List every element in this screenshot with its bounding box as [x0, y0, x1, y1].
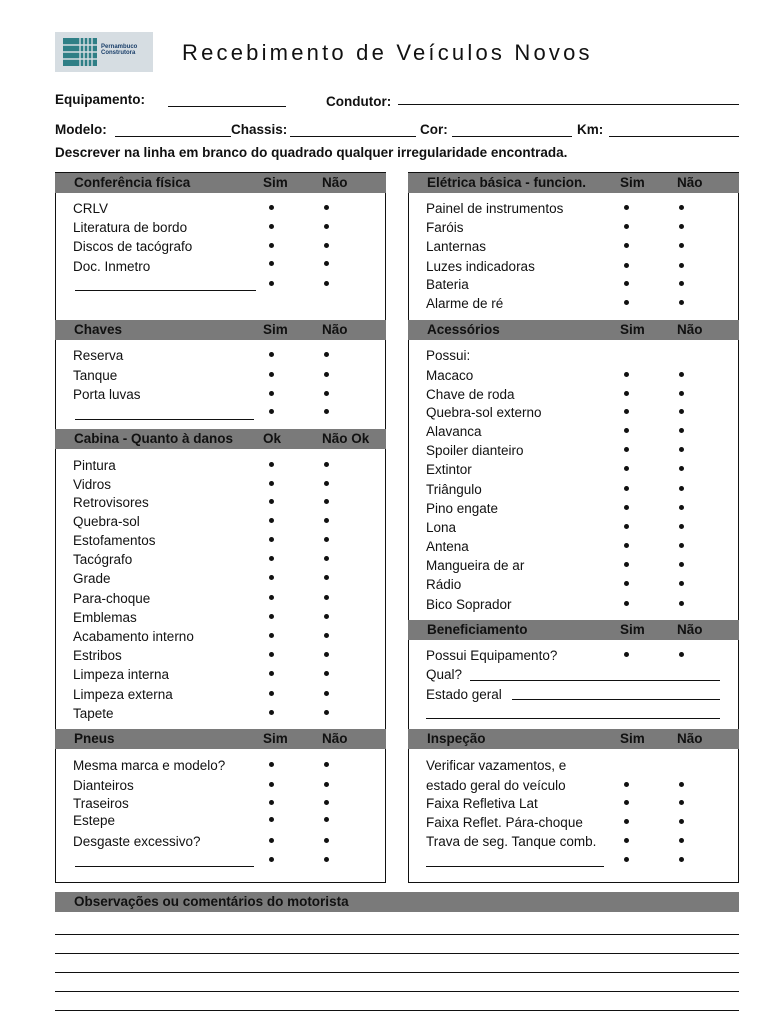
modelo-field[interactable]: [115, 136, 231, 137]
column-header-yes: Sim: [620, 322, 645, 337]
column-header-no: Não: [322, 175, 348, 190]
check-no-bullet[interactable]: [679, 543, 684, 548]
check-no-bullet[interactable]: [324, 800, 329, 805]
check-yes-bullet[interactable]: [269, 671, 274, 676]
checklist-item-label: Antena: [426, 539, 469, 554]
observation-line[interactable]: [55, 991, 739, 992]
checklist-item-label: estado geral do veículo: [426, 778, 566, 793]
section-title: Beneficiamento: [427, 622, 528, 637]
condutor-label: Condutor:: [326, 94, 392, 109]
checklist-item-label: Tanque: [73, 368, 118, 383]
check-no-bullet[interactable]: [324, 372, 329, 377]
check-no-bullet[interactable]: [679, 581, 684, 586]
check-no-bullet[interactable]: [679, 224, 684, 229]
check-yes-bullet[interactable]: [269, 710, 274, 715]
check-yes-bullet[interactable]: [624, 782, 629, 787]
column-header-no: Não: [677, 622, 703, 637]
section-title: Inspeção: [427, 731, 486, 746]
checklist-item-label: Bico Soprador: [426, 597, 512, 612]
check-yes-bullet[interactable]: [624, 428, 629, 433]
check-yes-bullet[interactable]: [624, 857, 629, 862]
checklist-item-label: Limpeza externa: [73, 687, 173, 702]
fill-in-line[interactable]: [426, 718, 720, 719]
checklist-item-label: Porta luvas: [73, 387, 141, 402]
check-no-bullet[interactable]: [324, 499, 329, 504]
checklist-item-label: Luzes indicadoras: [426, 259, 535, 274]
column-header-no: Não: [677, 731, 703, 746]
observation-line[interactable]: [55, 1010, 739, 1011]
check-no-bullet[interactable]: [679, 281, 684, 286]
check-yes-bullet[interactable]: [269, 691, 274, 696]
section-header: [408, 173, 739, 193]
check-no-bullet[interactable]: [679, 857, 684, 862]
cor-field[interactable]: [452, 136, 572, 137]
check-no-bullet[interactable]: [324, 817, 329, 822]
check-no-bullet[interactable]: [679, 466, 684, 471]
check-no-bullet[interactable]: [324, 518, 329, 523]
check-yes-bullet[interactable]: [624, 819, 629, 824]
check-yes-bullet[interactable]: [624, 562, 629, 567]
checklist-item-label: Possui Equipamento?: [426, 648, 558, 663]
check-no-bullet[interactable]: [324, 710, 329, 715]
checklist-item-label: Qual?: [426, 667, 463, 682]
checklist-item-label: Bateria: [426, 277, 469, 292]
check-no-bullet[interactable]: [324, 481, 329, 486]
check-yes-bullet[interactable]: [269, 537, 274, 542]
check-yes-bullet[interactable]: [624, 524, 629, 529]
checklist-item-label: Grade: [73, 571, 111, 586]
checklist-item-label: Emblemas: [73, 610, 137, 625]
checklist-item-label: Retrovisores: [73, 495, 149, 510]
section-title: Chaves: [74, 322, 123, 337]
checklist-item-label: Para-choque: [73, 591, 151, 606]
observation-line[interactable]: [55, 953, 739, 954]
column-header-no: Não: [677, 175, 703, 190]
checklist-item-label: Alavanca: [426, 424, 482, 439]
irregularity-blank-line[interactable]: [426, 866, 604, 867]
check-no-bullet[interactable]: [324, 633, 329, 638]
column-header-no: Não Ok: [322, 431, 370, 446]
logo-line-2: Construtora: [101, 50, 136, 56]
section-title: Cabina - Quanto à danos: [74, 431, 234, 446]
checklist-item-label: Extintor: [426, 462, 472, 477]
km-label: Km:: [577, 122, 604, 137]
checklist-item-label: Estado geral: [426, 687, 502, 702]
column-header-yes: Sim: [263, 175, 288, 190]
checklist-item-label: Lona: [426, 520, 457, 535]
check-no-bullet[interactable]: [324, 671, 329, 676]
checklist-item-label: Rádio: [426, 577, 462, 592]
check-no-bullet[interactable]: [679, 409, 684, 414]
checklist-item-label: Painel de instrumentos: [426, 201, 564, 216]
check-yes-bullet[interactable]: [269, 817, 274, 822]
column-header-yes: Sim: [620, 622, 645, 637]
check-no-bullet[interactable]: [324, 352, 329, 357]
checklist-item-label: Acabamento interno: [73, 629, 194, 644]
check-yes-bullet[interactable]: [269, 205, 274, 210]
page-title: Recebimento de Veículos Novos: [182, 40, 593, 65]
check-no-bullet[interactable]: [679, 782, 684, 787]
check-no-bullet[interactable]: [324, 281, 329, 286]
check-yes-bullet[interactable]: [624, 263, 629, 268]
cor-label: Cor:: [420, 122, 448, 137]
check-no-bullet[interactable]: [324, 556, 329, 561]
section-header: [55, 429, 386, 449]
check-yes-bullet[interactable]: [624, 224, 629, 229]
check-yes-bullet[interactable]: [624, 281, 629, 286]
equipamento-field[interactable]: [168, 106, 286, 107]
checklist-item-label: Faixa Refletiva Lat: [426, 796, 538, 811]
check-yes-bullet[interactable]: [624, 800, 629, 805]
equipamento-label: Equipamento:: [55, 92, 145, 107]
check-yes-bullet[interactable]: [269, 391, 274, 396]
km-field[interactable]: [609, 136, 739, 137]
check-no-bullet[interactable]: [324, 614, 329, 619]
check-no-bullet[interactable]: [324, 409, 329, 414]
checklist-item-label: Trava de seg. Tanque comb.: [426, 834, 597, 849]
checklist-item-label: Verificar vazamentos, e: [426, 758, 567, 773]
checklist-item-label: Triângulo: [426, 482, 482, 497]
check-no-bullet[interactable]: [679, 391, 684, 396]
check-yes-bullet[interactable]: [624, 652, 629, 657]
checklist-item-label: Vidros: [73, 477, 112, 492]
check-yes-bullet[interactable]: [269, 261, 274, 266]
checklist-item-label: Tacógrafo: [73, 552, 133, 567]
check-yes-bullet[interactable]: [624, 447, 629, 452]
check-no-bullet[interactable]: [324, 691, 329, 696]
check-no-bullet[interactable]: [679, 800, 684, 805]
modelo-label: Modelo:: [55, 122, 107, 137]
column-header-yes: Sim: [263, 322, 288, 337]
check-no-bullet[interactable]: [679, 372, 684, 377]
checklist-item-label: Pintura: [73, 458, 116, 473]
check-no-bullet[interactable]: [679, 486, 684, 491]
checklist-item-label: Macaco: [426, 368, 474, 383]
check-yes-bullet[interactable]: [269, 462, 274, 467]
check-yes-bullet[interactable]: [624, 243, 629, 248]
observations-title: Observações ou comentários do motorista: [74, 894, 349, 909]
check-yes-bullet[interactable]: [624, 601, 629, 606]
check-no-bullet[interactable]: [324, 391, 329, 396]
column-header-yes: Sim: [620, 175, 645, 190]
checklist-item-label: Alarme de ré: [426, 296, 504, 311]
irregularity-blank-line[interactable]: [75, 419, 254, 420]
check-yes-bullet[interactable]: [624, 372, 629, 377]
check-yes-bullet[interactable]: [269, 800, 274, 805]
check-yes-bullet[interactable]: [269, 224, 274, 229]
column-header-no: Não: [677, 322, 703, 337]
checklist-item-label: Estribos: [73, 648, 122, 663]
check-yes-bullet[interactable]: [269, 782, 274, 787]
check-no-bullet[interactable]: [324, 537, 329, 542]
check-yes-bullet[interactable]: [269, 281, 274, 286]
check-yes-bullet[interactable]: [269, 614, 274, 619]
check-yes-bullet[interactable]: [624, 300, 629, 305]
company-logo: [55, 32, 153, 72]
check-yes-bullet[interactable]: [269, 409, 274, 414]
checklist-item-label: Doc. Inmetro: [73, 259, 151, 274]
irregularity-blank-line[interactable]: [75, 290, 256, 291]
check-yes-bullet[interactable]: [624, 486, 629, 491]
check-yes-bullet[interactable]: [624, 543, 629, 548]
check-no-bullet[interactable]: [679, 838, 684, 843]
check-no-bullet[interactable]: [679, 263, 684, 268]
section-header: [55, 173, 386, 193]
fill-in-line[interactable]: [512, 699, 720, 700]
check-no-bullet[interactable]: [324, 205, 329, 210]
check-yes-bullet[interactable]: [624, 581, 629, 586]
check-yes-bullet[interactable]: [624, 391, 629, 396]
checklist-item-label: Mangueira de ar: [426, 558, 525, 573]
section-header: [408, 320, 739, 340]
logo-grid-icon: [63, 38, 97, 66]
check-no-bullet[interactable]: [679, 447, 684, 452]
check-no-bullet[interactable]: [679, 205, 684, 210]
check-yes-bullet[interactable]: [269, 352, 274, 357]
checklist-item-label: Reserva: [73, 348, 124, 363]
checklist-item-label: Pino engate: [426, 501, 499, 516]
check-no-bullet[interactable]: [324, 782, 329, 787]
check-yes-bullet[interactable]: [269, 857, 274, 862]
check-yes-bullet[interactable]: [624, 409, 629, 414]
section-header: [55, 729, 386, 749]
checklist-item-label: CRLV: [73, 201, 109, 216]
check-yes-bullet[interactable]: [269, 243, 274, 248]
column-header-yes: Sim: [263, 731, 288, 746]
check-yes-bullet[interactable]: [269, 499, 274, 504]
check-no-bullet[interactable]: [679, 300, 684, 305]
check-no-bullet[interactable]: [679, 243, 684, 248]
column-header-yes: Sim: [620, 731, 645, 746]
checklist-item-label: Chave de roda: [426, 387, 515, 402]
irregularity-blank-line[interactable]: [75, 866, 254, 867]
check-yes-bullet[interactable]: [269, 481, 274, 486]
check-no-bullet[interactable]: [324, 857, 329, 862]
checklist-item-label: Faróis: [426, 220, 464, 235]
check-yes-bullet[interactable]: [269, 633, 274, 638]
observations-header: [55, 892, 739, 912]
check-no-bullet[interactable]: [324, 224, 329, 229]
check-no-bullet[interactable]: [324, 243, 329, 248]
section-header: [55, 320, 386, 340]
section-header: [408, 729, 739, 749]
checklist-item-label: Discos de tacógrafo: [73, 239, 193, 254]
checklist-item-label: Estepe: [73, 813, 116, 828]
checklist-item-label: Quebra-sol: [73, 514, 140, 529]
checklist-item-label: Spoiler dianteiro: [426, 443, 524, 458]
check-yes-bullet[interactable]: [269, 838, 274, 843]
section-title: Elétrica básica - funcion.: [427, 175, 587, 190]
checklist-item-label: Quebra-sol externo: [426, 405, 542, 420]
instruction-text: Descrever na linha em branco do quadrado qualquer irregularidade encontrada.: [55, 145, 568, 160]
observation-line[interactable]: [55, 934, 739, 935]
check-no-bullet[interactable]: [324, 261, 329, 266]
check-no-bullet[interactable]: [679, 524, 684, 529]
fill-in-line[interactable]: [470, 680, 720, 681]
check-yes-bullet[interactable]: [269, 652, 274, 657]
check-no-bullet[interactable]: [679, 428, 684, 433]
section-header: [408, 620, 739, 640]
chassis-field[interactable]: [290, 136, 416, 137]
check-yes-bullet[interactable]: [269, 372, 274, 377]
column-header-no: Não: [322, 322, 348, 337]
checklist-item-label: Estofamentos: [73, 533, 156, 548]
check-no-bullet[interactable]: [679, 652, 684, 657]
check-yes-bullet[interactable]: [624, 466, 629, 471]
checklist-item-label: Literatura de bordo: [73, 220, 188, 235]
check-yes-bullet[interactable]: [624, 505, 629, 510]
section-title: Conferência física: [74, 175, 191, 190]
check-yes-bullet[interactable]: [269, 762, 274, 767]
check-yes-bullet[interactable]: [624, 205, 629, 210]
chassis-label: Chassis:: [231, 122, 288, 137]
column-header-yes: Ok: [263, 431, 282, 446]
check-no-bullet[interactable]: [324, 595, 329, 600]
checklist-item-label: Dianteiros: [73, 778, 134, 793]
section-title: Acessórios: [427, 322, 500, 337]
check-no-bullet[interactable]: [679, 562, 684, 567]
condutor-field[interactable]: [398, 104, 739, 105]
column-header-no: Não: [322, 731, 348, 746]
section-title: Pneus: [74, 731, 115, 746]
checklist-item-label: Tapete: [73, 706, 114, 721]
checklist-item-label: Mesma marca e modelo?: [73, 758, 226, 773]
checklist-item-label: Lanternas: [426, 239, 487, 254]
check-no-bullet[interactable]: [679, 505, 684, 510]
checklist-item-label: Possui:: [426, 348, 471, 363]
check-yes-bullet[interactable]: [624, 838, 629, 843]
checklist-item-label: Faixa Reflet. Pára-choque: [426, 815, 583, 830]
checklist-item-label: Desgaste excessivo?: [73, 834, 201, 849]
check-yes-bullet[interactable]: [269, 595, 274, 600]
check-no-bullet[interactable]: [324, 652, 329, 657]
check-no-bullet[interactable]: [679, 819, 684, 824]
check-no-bullet[interactable]: [679, 601, 684, 606]
observation-line[interactable]: [55, 972, 739, 973]
check-no-bullet[interactable]: [324, 838, 329, 843]
check-yes-bullet[interactable]: [269, 556, 274, 561]
check-yes-bullet[interactable]: [269, 518, 274, 523]
check-no-bullet[interactable]: [324, 762, 329, 767]
checklist-item-label: Traseiros: [73, 796, 129, 811]
check-yes-bullet[interactable]: [269, 575, 274, 580]
checklist-item-label: Limpeza interna: [73, 667, 170, 682]
logo-line-1: Pernambuco: [101, 44, 138, 50]
check-no-bullet[interactable]: [324, 462, 329, 467]
check-no-bullet[interactable]: [324, 575, 329, 580]
